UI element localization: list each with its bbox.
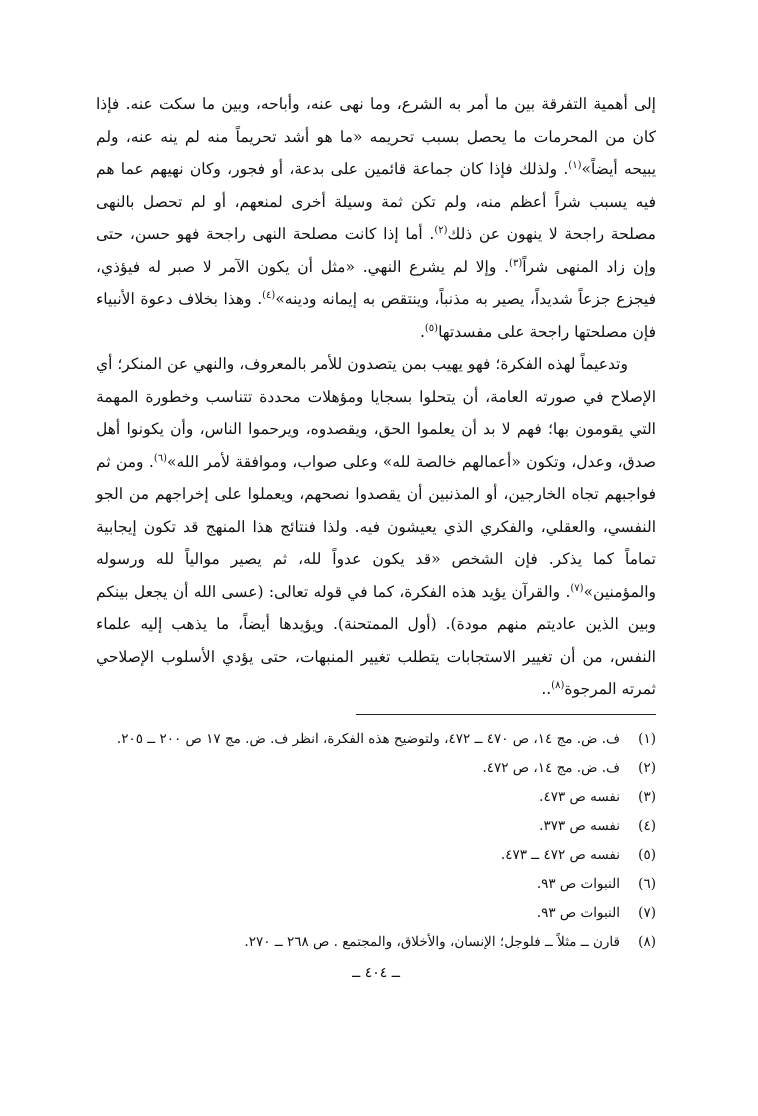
footnote-ref: (٥) [424,322,439,334]
paragraph-text: . وإلا لم يشرع النهي. «مثل أن يكون الآمر لا صبر له فيؤذي، فيجزع جزعاً شديداً، يصير به مذنباً، وينتقص به إيمانه ودينه» [96,257,656,308]
paragraph-text: . وهذا بخلاف دعوة الأنبياء فإن مصلحتها راجحة على مفسدتها [96,290,656,341]
footnote-text: النبوات ص ٩٣. [536,904,620,921]
footnote-ref: (٢) [434,224,448,236]
footnote-number: (٣) [638,788,656,805]
paragraph-text: إلى أهمية التفرقة بين ما أمر به الشرع، وما نهى عنه، وأباحه، وبين ما سكت عنه. فإذا كان من المحرمات ما يحصل بسبب تحريمه «ما هو أشد تحريماً منه لم ينه عنه، ولم يبيحه أيضاً» [96,95,657,178]
footnote-ref: (٦) [153,452,167,464]
paragraph-text: وتدعيماً لهذه الفكرة؛ فهو يهيب بمن يتصدون للأمر بالمعروف، والنهي عن المنكر؛ أي الإصلاح في صورته العامة، أن يتحلوا بسجايا ومؤهلات محددة تتناسب وخطورة المهمة التي يقومون بها؛ فهم لا بد أن يعلموا الحق، ويقصدوه، ويرحموا الناس، وأن يكونوا أهل صدق، وعدل، وتكون «أعمالهم خالصة لله» وعلى صواب، وموافقة لأمر الله» [96,355,656,471]
footnote-ref: (٣) [509,257,523,269]
footnote-number: (٢) [638,759,656,776]
paragraph [96,88,656,348]
paragraph-text: . أما إذا كانت مصلحة النهى راجحة فهو حسن، حتى وإن زاد المنهى شراً [96,225,656,276]
footnote-number: (٦) [638,875,656,892]
footnote-item [96,725,656,754]
footnote-separator [356,714,656,715]
paragraph-text: . ومن ثم فواجبهم تجاه الخارجين، أو المذنبين أن يقصدوا نصحهم، ويعملوا على إخراجهم من الجو النفسي، والعقلي، والفكري الذي يعيشون فيه. ولذا فنتائج هذا المنهج قد تكون إيجابية تماماً كما يذكر. فإن الشخص «قد يكون عدواً لله، ثم يصير موالياً لله ورسوله والمؤمنين» [96,452,656,601]
footnote-text: قارن ــ مثلاً ــ فلوجل؛ الإنسان، والأخلاق، والمجتمع . ص ٢٦٨ ــ ٢٧٠. [244,933,620,950]
paragraph-text: . والقرآن يؤيد هذه الفكرة، كما في قوله تعالى: (عسى الله أن يجعل بينكم وبين الذين عاديتم منهم مودة). (أول الممتحنة). ويؤيدها أيضاً، ما يذهب إليه علماء النفس، من أن تغيير الاستجابات يتطلب تغيير المنبهات، حتى يؤدي الأسلوب الإصلاحي ثمرته المرجوة [96,582,656,698]
footnote-ref: (١) [568,159,582,171]
page-number: ــ ٤٠٤ ــ [352,964,400,981]
footnote-text: نفسه ص ٤٧٢ ــ ٤٧٣. [500,846,620,863]
footnote-ref: (٨) [551,679,565,691]
footnote-item [96,754,656,783]
paragraph [96,348,656,706]
footnotes [96,725,656,957]
document-page [96,88,656,985]
footnote-ref: (٧) [570,582,584,594]
footnote-text: نفسه ص ٣٧٣. [539,817,620,834]
paragraph-text: . ولذلك فإذا كان جماعة قائمين على بدعة، أو فجور، وكان نهيهم عما هم فيه يسبب شراً أعظم منه، ولم تكن ثمة وسيلة أخرى لمنعهم، أو لم تحصل بالنهى مصلحة راجحة لا ينهون عن ذلك [96,160,656,243]
footnote-number: (٧) [638,904,656,921]
footnote-text: نفسه ص ٤٧٣. [539,788,620,805]
footnote-item [96,783,656,812]
footnote-item [96,928,656,957]
footnote-item [96,899,656,928]
footnote-item [96,812,656,841]
footnote-number: (٤) [638,817,656,834]
footnote-ref: (٤) [262,289,276,301]
footnote-number: (٨) [638,933,656,950]
footnote-number: (٥) [638,846,656,863]
footnote-text: ف. ض. مج ١٤، ص ٤٧٠ ــ ٤٧٢، ولتوضيح هذه الفكرة، انظر ف. ض. مج ١٧ ص ٢٠٠ ــ ٢٠٥. [116,730,620,747]
footnote-text: ف. ض. مج ١٤، ص ٤٧٢. [482,759,620,776]
footnote-number: (١) [638,730,656,747]
paragraph-text: .. [541,680,552,698]
paragraph-text: . [419,322,425,341]
footnote-item [96,870,656,899]
footnote-item [96,841,656,870]
footnote-text: النبوات ص ٩٣. [536,875,620,892]
body-text [96,88,656,706]
